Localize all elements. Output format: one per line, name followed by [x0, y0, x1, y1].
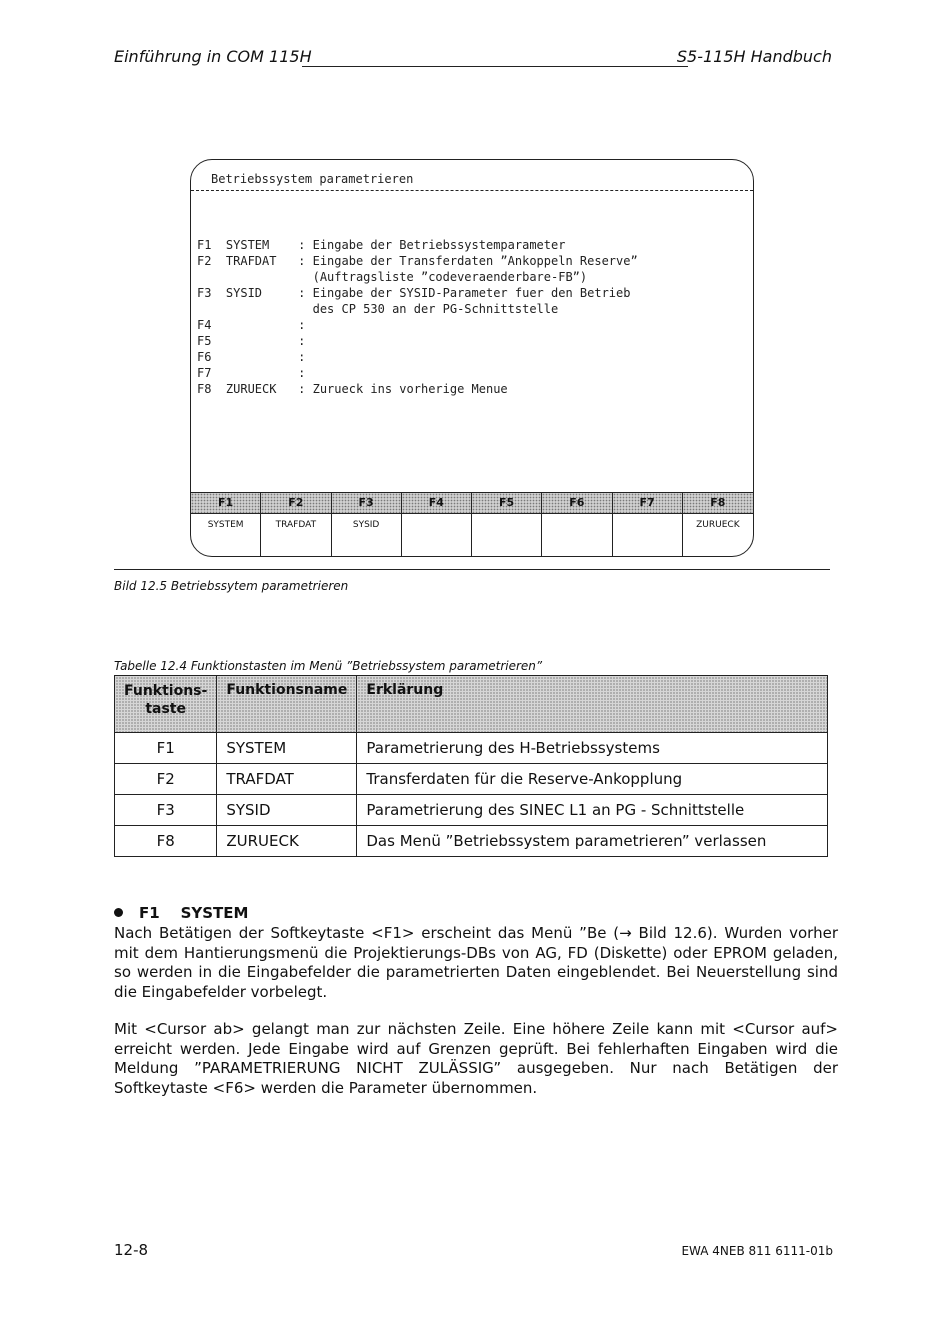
softkey-f7[interactable]	[613, 493, 683, 557]
screen-dashed-separator	[191, 190, 753, 191]
menu-line-f8: F8 ZURUECK : Zurueck ins vorherige Menue	[197, 382, 508, 396]
table-row	[115, 795, 828, 826]
table-cell-explanation: Das Menü ”Betriebssystem parametrieren” verlassen	[357, 826, 828, 857]
softkey-f6-key: F6	[542, 493, 611, 514]
table-cell-key: F1	[115, 733, 217, 764]
softkey-f5[interactable]	[472, 493, 542, 557]
table-cell-explanation: Transferdaten für die Reserve-Ankopplung	[357, 764, 828, 795]
softkey-f4-label	[402, 514, 471, 520]
table-row	[115, 764, 828, 795]
softkey-f6[interactable]	[542, 493, 612, 557]
table-cell-key: F2	[115, 764, 217, 795]
table-row	[115, 733, 828, 764]
section-heading-text: F1 SYSTEM	[139, 904, 249, 922]
softkey-f2-label: TRAFDAT	[275, 520, 317, 530]
terminal-screen	[190, 159, 754, 557]
menu-line-f7: F7 :	[197, 366, 306, 380]
table-cell-key: F8	[115, 826, 217, 857]
table-cell-key: F3	[115, 795, 217, 826]
softkey-f4[interactable]	[402, 493, 472, 557]
function-key-table	[114, 675, 828, 857]
softkey-f1-label: SYSTEM	[207, 520, 244, 530]
table-header-row	[115, 676, 828, 733]
figure-caption: Bild 12.5 Betriebssytem parametrieren	[114, 579, 349, 593]
table-caption: Tabelle 12.4 Funktionstasten im Menü ”Betriebssystem parametrieren”	[114, 659, 543, 673]
menu-line-f3: F3 SYSID : Eingabe der SYSID-Parameter fuer den Betrieb	[197, 286, 631, 300]
screen-title: Betriebssystem parametrieren	[211, 172, 414, 186]
softkey-f1-key: F1	[191, 493, 260, 514]
section-heading	[114, 904, 248, 922]
softkey-f3-label: SYSID	[352, 520, 380, 530]
softkey-f3[interactable]	[332, 493, 402, 557]
menu-line-f2-cont: (Auftragsliste ”codeveraenderbare-FB”)	[197, 270, 588, 284]
table-cell-name: SYSTEM	[217, 733, 357, 764]
softkey-f5-label	[472, 514, 541, 520]
menu-line-f5: F5 :	[197, 334, 306, 348]
table-header-name: Funktionsname	[217, 676, 357, 733]
header-rule	[302, 66, 688, 67]
menu-line-f2: F2 TRAFDAT : Eingabe der Transferdaten ”Ankoppeln Reserve”	[197, 254, 638, 268]
table-header-explanation: Erklärung	[357, 676, 828, 733]
document-code: EWA 4NEB 811 6111-01b	[681, 1244, 833, 1258]
table-cell-explanation: Parametrierung des SINEC L1 an PG - Schnittstelle	[357, 795, 828, 826]
softkey-f2[interactable]	[261, 493, 331, 557]
header-title-right: S5-115H Handbuch	[676, 47, 832, 66]
softkey-f8[interactable]	[683, 493, 753, 557]
softkey-f7-label	[613, 514, 682, 520]
menu-line-f3-cont: des CP 530 an der PG-Schnittstelle	[197, 302, 559, 316]
softkey-f1[interactable]	[191, 493, 261, 557]
table-cell-explanation: Parametrierung des H-Betriebssystems	[357, 733, 828, 764]
softkey-f8-label: ZURUECK	[696, 520, 740, 530]
page-number: 12-8	[114, 1241, 149, 1259]
table-cell-name: SYSID	[217, 795, 357, 826]
figure-rule	[114, 569, 830, 570]
softkey-f5-key: F5	[472, 493, 541, 514]
softkey-f7-key: F7	[613, 493, 682, 514]
menu-line-f1: F1 SYSTEM : Eingabe der Betriebssystemparameter	[197, 238, 566, 252]
softkey-f2-key: F2	[261, 493, 330, 514]
menu-line-f4: F4 :	[197, 318, 306, 332]
header-title-left: Einführung in COM 115H	[114, 47, 312, 66]
paragraph-2: Mit <Cursor ab> gelangt man zur nächsten Zeile. Eine höhere Zeile kann mit <Cursor auf> erreicht werden. Jede Eingabe wird auf Grenzen geprüft. Bei fehlerhaften Eingaben wird die Meldung ”PARAMETRIERUNG NICHT ZULÄSSIG” ausgegeben. Nur nach Betätigen der Softkeytaste <F6> werden die Parameter übernommen.	[114, 1020, 838, 1097]
softkey-f3-key: F3	[332, 493, 401, 514]
softkey-bar	[191, 492, 753, 557]
softkey-f8-key: F8	[683, 493, 753, 514]
menu-line-f6: F6 :	[197, 350, 306, 364]
table-row	[115, 826, 828, 857]
table-cell-name: TRAFDAT	[217, 764, 357, 795]
softkey-f4-key: F4	[402, 493, 471, 514]
table-header-key: Funktions-taste	[115, 676, 217, 733]
softkey-f6-label	[542, 514, 611, 520]
bullet-icon	[114, 908, 123, 917]
table-cell-name: ZURUECK	[217, 826, 357, 857]
paragraph-1: Nach Betätigen der Softkeytaste <F1> erscheint das Menü ”Be (→ Bild 12.6). Wurden vorher mit dem Hantierungsmenü die Projektierungs-DBs von AG, FD (Diskette) oder EPROM geladen, so werden in die Eingabefelder die parametrierten Daten eingeblendet. Bei Neuerstellung sind die Eingabefelder vorbelegt.	[114, 924, 838, 1001]
